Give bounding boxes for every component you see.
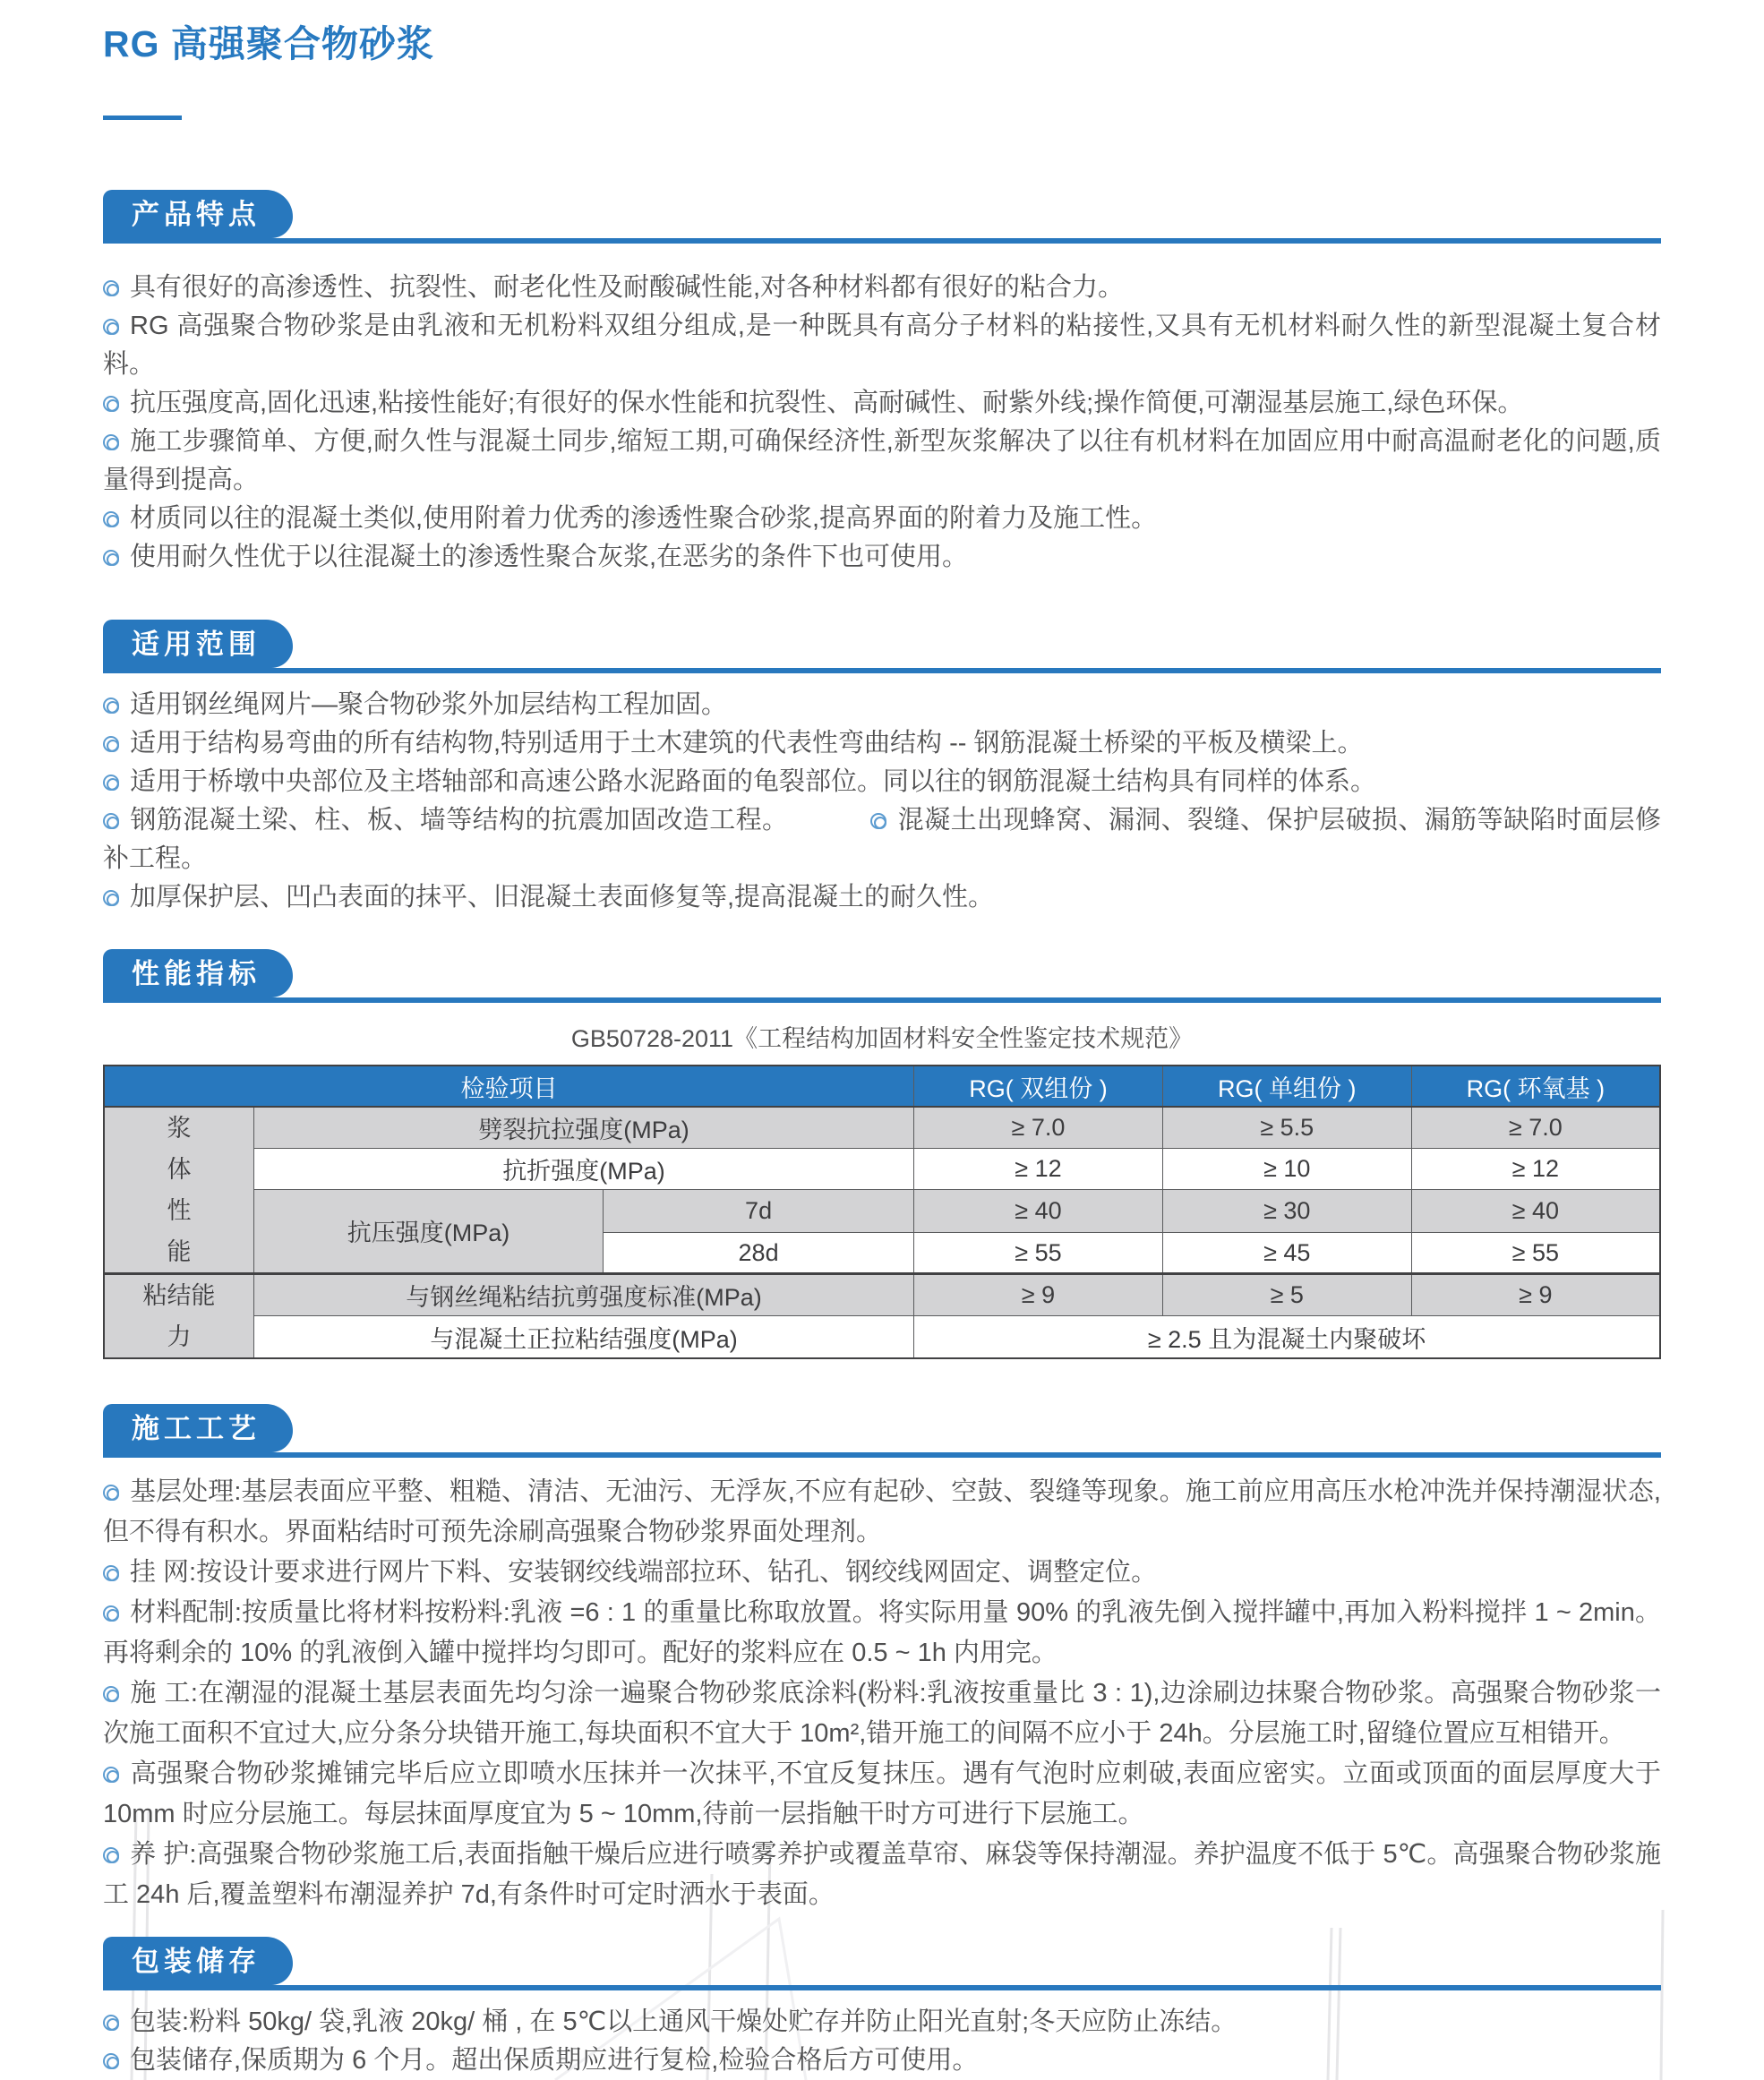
bullet-icon (103, 1847, 119, 1863)
bullet-item (103, 307, 1661, 384)
scope-bullet-list (103, 686, 1661, 917)
value-cell: ≥ 5 (1162, 1274, 1411, 1316)
bullet-item (103, 1835, 1661, 1915)
value-cell: ≥ 40 (914, 1189, 1163, 1233)
bullet-icon (103, 1565, 119, 1581)
bullet-item (103, 2041, 1661, 2080)
bullet-icon (103, 1485, 119, 1501)
bullet-item (103, 1673, 1661, 1754)
table-row (104, 1107, 1660, 1148)
bullet-text: 适用钢丝绳网片—聚合物砂浆外加层结构工程加固。 (130, 690, 728, 719)
value-cell: ≥ 5.5 (1162, 1107, 1411, 1148)
section-tab-performance: 性能指标 (103, 949, 293, 997)
bullet-icon (103, 280, 119, 296)
bullet-icon (103, 396, 119, 412)
bullet-group (103, 806, 788, 835)
header-cell-rg-one-part: RG( 单组份 ) (1162, 1066, 1411, 1107)
bullet-text: 基层处理:基层表面应平整、粗糙、清洁、无油污、无浮灰,不应有起砂、空鼓、裂缝等现象。施工前应用高压水枪冲洗并保持潮湿状态,但不得有积水。界面粘结时可预先涂刷高强聚合物砂浆界面处理剂。 (103, 1477, 1661, 1546)
row-group-slurry: 浆体性能 (104, 1107, 253, 1274)
value-cell: ≥ 9 (914, 1274, 1163, 1316)
bullet-text: 抗压强度高,固化迅速,粘接性能好;有很好的保水性能和抗裂性、高耐碱性、耐紫外线;操作简便,可潮湿基层施工,绿色环保。 (130, 389, 1524, 417)
value-cell: ≥ 7.0 (1411, 1107, 1660, 1148)
value-cell: ≥ 55 (914, 1233, 1163, 1274)
section-tab-process: 施工工艺 (103, 1404, 293, 1452)
table-row (104, 1274, 1660, 1316)
bullet-text: 具有很好的高渗透性、抗裂性、耐老化性及耐酸碱性能,对各种材料都有很好的粘合力。 (130, 273, 1125, 302)
header-cell-rg-epoxy: RG( 环氧基 ) (1411, 1066, 1660, 1107)
bullet-item (103, 878, 1661, 917)
header-cell-rg-two-part: RG( 双组份 ) (914, 1066, 1163, 1107)
bullet-item (103, 1754, 1661, 1835)
bullet-item-dual (103, 801, 1661, 878)
bullet-text: 混凝土出现蜂窝、漏洞、裂缝、保护层破损、漏筋等缺陷时面层修补工程。 (103, 806, 1661, 873)
sub-cell: 7d (604, 1189, 914, 1233)
value-cell: ≥ 30 (1162, 1189, 1411, 1233)
item-cell: 劈裂抗拉强度(MPa) (253, 1107, 913, 1148)
bullet-icon (103, 698, 119, 714)
page-title: RG 高强聚合物砂浆 (103, 23, 434, 64)
value-cell-merged: ≥ 2.5 且为混凝土内聚破坏 (914, 1316, 1660, 1358)
bullet-item (103, 686, 1661, 724)
section-header (103, 1937, 1661, 1990)
section-header (103, 190, 1661, 244)
item-cell-compressive: 抗压强度(MPa) (253, 1189, 603, 1274)
bullet-item (103, 269, 1661, 307)
item-cell: 抗折强度(MPa) (253, 1148, 913, 1189)
bullet-item (103, 724, 1661, 763)
bullet-text: 施 工:在潮湿的混凝土基层表面先均匀涂一遍聚合物砂浆底涂料(粉料:乳液按重量比 3 : 1),边涂刷边抹聚合物砂浆。高强聚合物砂浆一次施工面积不宜过大,应分条分块错开施工,每块面积不宜大于 10m²,错开施工的间隔不应小于 24h。分层施工时,留缝位置应互相错开。 (103, 1679, 1661, 1748)
value-cell: ≥ 12 (1411, 1148, 1660, 1189)
bullet-item (103, 1472, 1661, 1553)
value-cell: ≥ 12 (914, 1148, 1163, 1189)
bullet-text: 适用于结构易弯曲的所有结构物,特别适用于土木建筑的代表性弯曲结构 -- 钢筋混凝土桥梁的平板及横梁上。 (130, 729, 1364, 758)
bullet-icon (103, 550, 119, 566)
bullet-icon (103, 2015, 119, 2031)
bullet-item (103, 500, 1661, 538)
bullet-icon (103, 736, 119, 752)
value-cell: ≥ 40 (1411, 1189, 1660, 1233)
performance-table (103, 1065, 1661, 1359)
bullet-icon (103, 1686, 119, 1702)
bullet-icon (103, 775, 119, 791)
table-header-row (104, 1066, 1660, 1107)
bullet-text: 材质同以往的混凝土类似,使用附着力优秀的渗透性聚合砂浆,提高界面的附着力及施工性。 (130, 504, 1158, 533)
process-bullet-list (103, 1472, 1661, 1915)
bullet-icon (103, 890, 119, 906)
section-header (103, 620, 1661, 673)
value-cell: ≥ 45 (1162, 1233, 1411, 1274)
value-cell: ≥ 55 (1411, 1233, 1660, 1274)
bullet-text: 养 护:高强聚合物砂浆施工后,表面指触干燥后应进行喷雾养护或覆盖草帘、麻袋等保持潮湿。养护温度不低于 5℃。高强聚合物砂浆施工 24h 后,覆盖塑料布潮湿养护 7d,有条件时可定时洒水于表面。 (103, 1840, 1661, 1909)
section-product-features (103, 190, 1661, 577)
bullet-icon (103, 813, 119, 829)
table-row (104, 1148, 1660, 1189)
bullet-icon (870, 813, 886, 829)
sub-cell: 28d (604, 1233, 914, 1274)
bullet-item (103, 1593, 1661, 1673)
section-tab-storage: 包装储存 (103, 1937, 293, 1985)
table-row (104, 1316, 1660, 1358)
bullet-item (103, 763, 1661, 801)
document-content (0, 14, 1764, 2080)
section-tab-scope: 适用范围 (103, 620, 293, 668)
value-cell: ≥ 7.0 (914, 1107, 1163, 1148)
section-application-scope (103, 620, 1661, 917)
bullet-text: 使用耐久性优于以往混凝土的渗透性聚合灰浆,在恶劣的条件下也可使用。 (130, 543, 969, 571)
bullet-icon (103, 511, 119, 527)
table-caption: GB50728-2011《工程结构加固材料安全性鉴定技术规范》 (570, 1025, 1194, 1052)
title-underline (103, 116, 182, 120)
item-cell: 与钢丝绳粘结抗剪强度标准(MPa) (253, 1274, 913, 1316)
value-cell: ≥ 10 (1162, 1148, 1411, 1189)
section-header (103, 1404, 1661, 1458)
table-row (104, 1189, 1660, 1233)
bullet-text: 包装储存,保质期为 6 个月。超出保质期应进行复检,检验合格后方可使用。 (130, 2046, 979, 2075)
bullet-item (103, 2003, 1661, 2041)
bullet-icon (103, 1767, 119, 1783)
bullet-text: 施工步骤简单、方便,耐久性与混凝土同步,缩短工期,可确保经济性,新型灰浆解决了以往有机材料在加固应用中耐高温耐老化的问题,质量得到提高。 (103, 427, 1661, 494)
bullet-text: 材料配制:按质量比将材料按粉料:乳液 =6 : 1 的重量比称取放置。将实际用量 90% 的乳液先倒入搅拌罐中,再加入粉料搅拌 1 ~ 2min。再将剩余的 10% 的乳液倒入罐中搅拌均匀即可。配好的浆料应在 0.5 ~ 1h 内用完。 (103, 1598, 1661, 1667)
section-construction-process (103, 1404, 1661, 1915)
bullet-item (103, 423, 1661, 500)
features-bullet-list (103, 269, 1661, 577)
bullet-text: 包装:粉料 50kg/ 袋,乳液 20kg/ 桶 , 在 5℃以上通风干燥处贮存并防止阳光直射;冬天应防止冻结。 (130, 2007, 1237, 2036)
bullet-text: 高强聚合物砂浆摊铺完毕后应立即喷水压抹并一次抹平,不宜反复抹压。遇有气泡时应刺破,表面应密实。立面或顶面的面层厚度大于 10mm 时应分层施工。每层抹面厚度宜为 5 ~ 10mm,待前一层指触干时方可进行下层施工。 (103, 1759, 1661, 1828)
bullet-icon (103, 434, 119, 450)
section-performance (103, 949, 1661, 1359)
header-cell-item: 检验项目 (104, 1066, 914, 1107)
bullet-text: RG 高强聚合物砂浆是由乳液和无机粉料双组分组成,是一种既具有高分子材料的粘接性,又具有无机材料耐久性的新型混凝土复合材料。 (103, 312, 1661, 379)
bullet-text: 加厚保护层、凹凸表面的抹平、旧混凝土表面修复等,提高混凝土的耐久性。 (130, 883, 995, 912)
bullet-text: 挂 网:按设计要求进行网片下料、安装钢绞线端部拉环、钻孔、钢绞线网固定、调整定位。 (130, 1558, 1158, 1587)
section-header (103, 949, 1661, 1003)
bullet-icon (103, 319, 119, 335)
row-group-bond: 粘结能力 (104, 1274, 253, 1359)
bullet-item (103, 1553, 1661, 1593)
bullet-icon (103, 2053, 119, 2069)
bullet-item (103, 384, 1661, 423)
value-cell: ≥ 9 (1411, 1274, 1660, 1316)
bullet-icon (103, 1605, 119, 1622)
section-tab-features: 产品特点 (103, 190, 293, 238)
section-packaging-storage (103, 1937, 1661, 2080)
storage-bullet-list (103, 2003, 1661, 2080)
bullet-text: 适用于桥墩中央部位及主塔轴部和高速公路水泥路面的龟裂部位。同以往的钢筋混凝土结构具有同样的体系。 (130, 767, 1377, 796)
bullet-item (103, 538, 1661, 577)
bullet-text: 钢筋混凝土梁、柱、板、墙等结构的抗震加固改造工程。 (130, 806, 789, 835)
item-cell: 与混凝土正拉粘结强度(MPa) (253, 1316, 913, 1358)
